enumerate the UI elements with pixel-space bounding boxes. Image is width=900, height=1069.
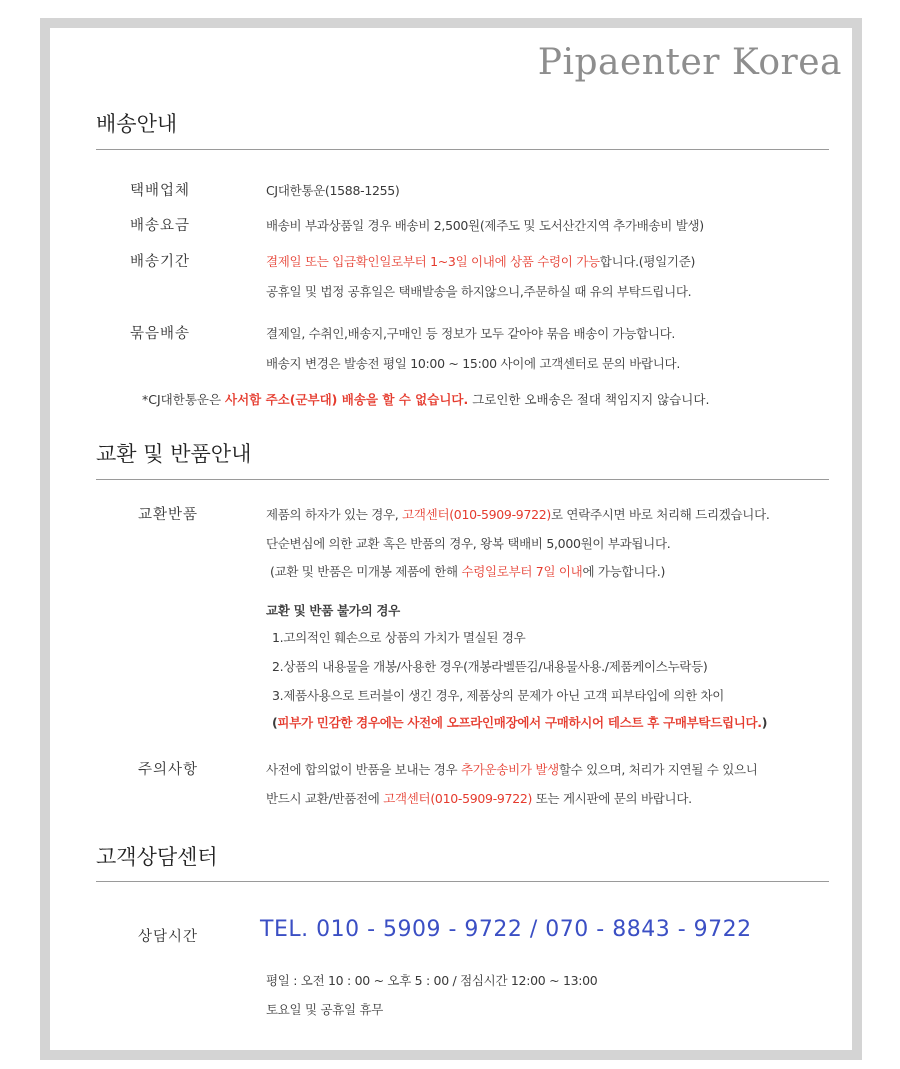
impossible-case-1: 1.고의적인 훼손으로 상품의 가치가 멸실된 경우 <box>272 630 526 645</box>
exchange-line1-a: 제품의 하자가 있는 경우, <box>266 507 403 522</box>
brand-logo-text: Pipaenter Korea <box>537 42 842 83</box>
exchange-line3-b: 에 가능합니다.) <box>582 564 666 579</box>
notice-frame <box>40 18 862 1060</box>
closed-days: 토요일 및 공휴일 휴무 <box>266 1002 383 1017</box>
bundle-label: 묶음배송 <box>130 326 191 342</box>
exchange-section-title: 교환 및 반품안내 <box>96 442 252 466</box>
caution2-phone: 고객센터(010-5909-9722) <box>383 791 533 806</box>
courier-label: 택배업체 <box>130 183 191 199</box>
exchange-line3-highlight: 수령일로부터 7일 이내 <box>461 564 583 579</box>
caution1-highlight: 추가운송비가 발생 <box>461 762 559 777</box>
caution1-b: 할수 있으며, 처리가 지연될 수 있으니 <box>558 762 758 777</box>
period-line2: 공휴일 및 법정 공휴일은 택배발송을 하지않으니,주문하실 때 유의 부탁드립니다. <box>266 284 692 299</box>
caution-line1 <box>266 760 758 778</box>
case-note-close: ) <box>761 715 768 730</box>
note-suffix: 그로인한 오배송은 절대 책임지지 않습니다. <box>468 392 710 407</box>
period-rest: 합니다.(평일기준) <box>599 254 696 269</box>
shipping-section-title: 배송안내 <box>96 112 178 136</box>
impossible-case-2: 2.상품의 내용물을 개봉/사용한 경우(개봉라벨뜯김/내용물사용./제품케이스누락등) <box>272 659 708 674</box>
note-highlight: 사서함 주소(군부대) 배송을 할 수 없습니다. <box>225 392 469 407</box>
caution-line2 <box>266 789 692 807</box>
caution2-a: 반드시 교환/반품전에 <box>266 791 384 806</box>
caution2-b: 또는 게시판에 문의 바랍니다. <box>532 791 692 806</box>
caution1-a: 사전에 합의없이 반품을 보내는 경우 <box>266 762 461 777</box>
impossible-case-3: 3.제품사용으로 트러블이 생긴 경우, 제품상의 문제가 아닌 고객 피부타입에 의한 차이 <box>272 688 725 703</box>
exchange-line1 <box>266 505 770 523</box>
impossible-title: 교환 및 반품 불가의 경우 <box>266 603 400 618</box>
fee-value: 배송비 부과상품일 경우 배송비 2,500원(제주도 및 도서산간지역 추가배송비 발생) <box>266 218 704 233</box>
weekday-hours: 평일 : 오전 10 : 00 ~ 오후 5 : 00 / 점심시간 12:00 ~ 13:00 <box>266 973 598 988</box>
exchange-line1-phone: 고객센터(010-5909-9722) <box>402 507 551 522</box>
courier-value: CJ대한통운(1588-1255) <box>266 183 400 198</box>
impossible-case-note <box>272 713 767 731</box>
exchange-line1-b: 로 연락주시면 바로 처리해 드리겠습니다. <box>550 507 770 522</box>
case-note-highlight: 피부가 민감한 경우에는 사전에 오프라인매장에서 구매하시어 테스트 후 구매부탁드립니다. <box>277 715 762 730</box>
shipping-note <box>142 390 709 408</box>
support-divider <box>96 881 829 882</box>
exchange-line3-a: (교환 및 반품은 미개봉 제품에 한해 <box>270 564 462 579</box>
bundle-line1: 결제일, 수취인,배송지,구매인 등 정보가 모두 같아야 묶음 배송이 가능합니다. <box>266 326 676 341</box>
hours-label: 상담시간 <box>138 929 199 945</box>
support-section-title: 고객상담센터 <box>96 845 218 869</box>
exchange-divider <box>96 479 829 480</box>
fee-label: 배송요금 <box>130 218 191 234</box>
note-prefix: *CJ대한통운은 <box>142 392 226 407</box>
period-label: 배송기간 <box>130 254 191 270</box>
caution-label: 주의사항 <box>138 762 199 778</box>
exchange-line3 <box>270 562 665 580</box>
period-line1 <box>266 252 695 270</box>
case-note-open: ( <box>272 715 278 730</box>
exchange-line2: 단순변심에 의한 교환 혹은 반품의 경우, 왕복 택배비 5,000원이 부과됩니다. <box>266 536 671 551</box>
period-highlight: 결제일 또는 입금확인일로부터 1~3일 이내에 상품 수령이 가능 <box>266 254 600 269</box>
shipping-divider <box>96 149 829 150</box>
exchange-label: 교환반품 <box>138 507 199 523</box>
phone-numbers[interactable]: TEL. 010 - 5909 - 9722 / 070 - 8843 - 9722 <box>260 917 752 942</box>
bundle-line2: 배송지 변경은 발송전 평일 10:00 ~ 15:00 사이에 고객센터로 문의 바랍니다. <box>266 356 681 371</box>
